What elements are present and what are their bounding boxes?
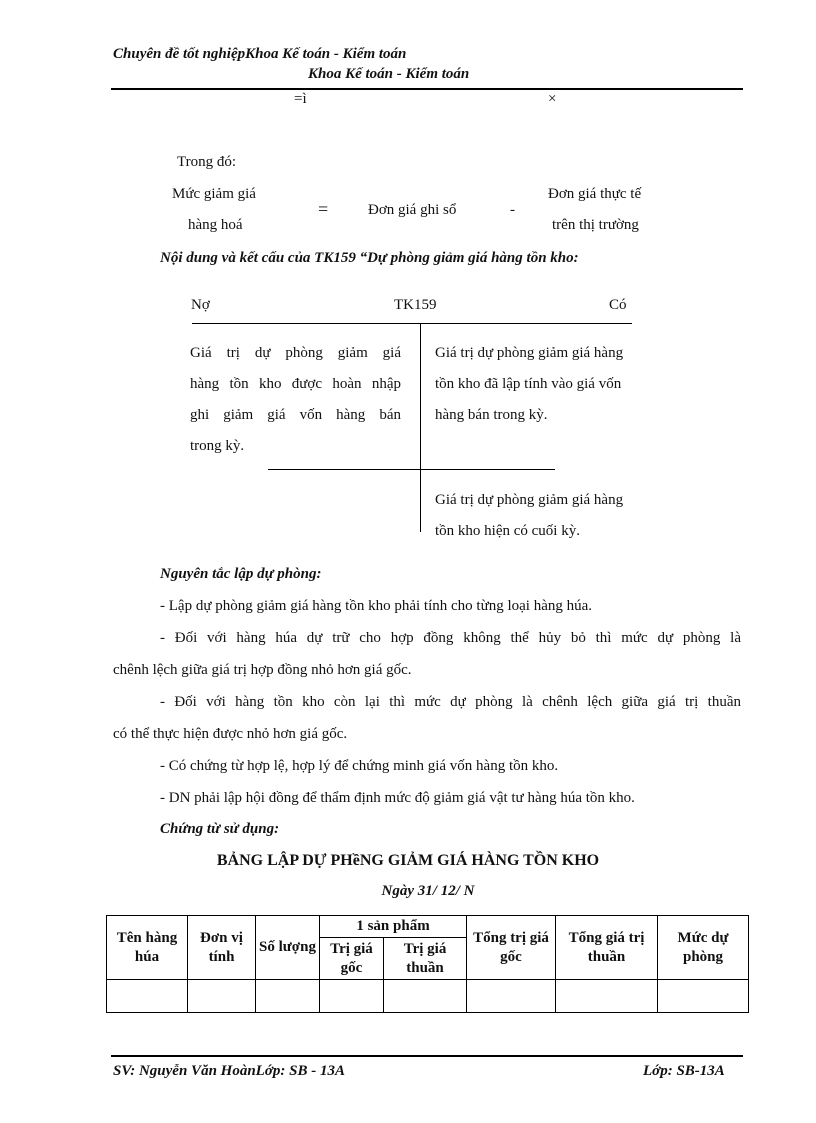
provision-table: [106, 915, 749, 1013]
debit-line: Giá trị dự phòng giảm giá: [190, 345, 401, 361]
balance-column: [435, 485, 623, 547]
principle-item-cont: có thể thực hiện được nhỏ hơn giá gốc.: [113, 726, 348, 742]
equation-fragment: =ì: [294, 91, 307, 107]
table-cell: [188, 980, 256, 1013]
col-net-price: Trị giá thuần: [384, 938, 467, 980]
table-cell: [107, 980, 188, 1013]
credit-line: Giá trị dự phòng giảm giá hàng: [435, 345, 624, 361]
footer-left: SV: Nguyễn Văn HoànLớp: SB - 13A: [113, 1063, 345, 1079]
table-cell: [256, 980, 320, 1013]
debit-line: ghi giảm giá vốn hàng bán: [190, 407, 401, 423]
table-cell: [320, 980, 384, 1013]
debit-line: hàng tồn kho được hoàn nhập: [190, 376, 401, 392]
principle-item-cont: chênh lệch giữa giá trị hợp đồng nhỏ hơn giá gốc.: [113, 662, 412, 678]
t-account-debit-label: Nợ: [191, 297, 210, 313]
t-account-balance-rule: [268, 469, 555, 470]
balance-line: tồn kho hiện có cuối kỳ.: [435, 523, 580, 539]
principles-heading: Nguyên tắc lập dự phòng:: [160, 566, 322, 582]
multiply-fragment: ×: [548, 91, 557, 107]
table-date: Ngày 31/ 12/ N: [381, 883, 475, 899]
t-account-credit-label: Có: [609, 297, 627, 313]
formula-equals: =: [318, 199, 329, 219]
formula-middle: Đơn giá ghi sổ: [368, 202, 457, 218]
header-rule: [111, 88, 743, 90]
principle-item: - Có chứng từ hợp lệ, hợp lý để chứng minh giá vốn hàng tồn kho.: [160, 758, 559, 774]
t-account-name: TK159: [394, 297, 437, 313]
table-cell: [658, 980, 749, 1013]
footer-right: Lớp: SB-13A: [643, 1063, 725, 1079]
table-row: [107, 980, 749, 1013]
header-subtitle: Khoa Kế toán - Kiểm toán: [308, 66, 470, 82]
formula-right-line2: trên thị trường: [552, 217, 639, 233]
table-cell: [384, 980, 467, 1013]
credit-column: [435, 338, 623, 431]
tk159-heading: Nội dung và kết cấu của TK159 “Dự phòng giảm giá hàng tồn kho:: [160, 250, 579, 266]
debit-line: trong kỳ.: [190, 438, 245, 454]
col-provision: Mức dự phòng: [658, 916, 749, 980]
credit-line: hàng bán trong kỳ.: [435, 407, 548, 423]
header-title: Chuyên đề tốt nghiệpKhoa Kế toán - Kiểm toán: [113, 46, 407, 62]
credit-line: tồn kho đã lập tính vào giá vốn: [435, 376, 622, 392]
documents-heading: Chứng từ sử dụng:: [160, 821, 280, 837]
t-account-top-rule: [192, 323, 632, 324]
col-total-orig: Tổng trị giá gốc: [467, 916, 556, 980]
table-cell: [556, 980, 658, 1013]
table-cell: [467, 980, 556, 1013]
col-unit: Đơn vị tính: [188, 916, 256, 980]
formula-left-line1: Mức giảm giá: [172, 186, 256, 202]
formula-left-line2: hàng hoá: [188, 217, 243, 233]
principle-item: - Đối với hàng tồn kho còn lại thì mức dự phòng là chênh lệch giữa giá trị thuần: [160, 694, 741, 710]
formula-right-line1: Đơn giá thực tế: [548, 186, 642, 202]
debit-column: [190, 338, 401, 462]
formula-intro: Trong đó:: [177, 154, 237, 170]
t-account-vertical-rule: [420, 324, 421, 532]
balance-line: Giá trị dự phòng giảm giá hàng: [435, 492, 624, 508]
principle-item: - Đối với hàng húa dự trữ cho hợp đồng không thể hủy bỏ thì mức dự phòng là: [160, 630, 741, 646]
col-per-unit: 1 sản phẩm: [320, 916, 467, 938]
footer-rule: [111, 1055, 743, 1057]
table-title: BẢNG LẬP DỰ PHềNG GIẢM GIÁ HÀNG TỒN KHO: [216, 852, 600, 869]
principle-item: - Lập dự phòng giảm giá hàng tồn kho phải tính cho từng loại hàng húa.: [160, 598, 593, 614]
col-total-net: Tổng giá trị thuần: [556, 916, 658, 980]
col-orig-price: Trị giá gốc: [320, 938, 384, 980]
principle-item: - DN phải lập hội đồng để thẩm định mức độ giảm giá vật tư hàng húa tồn kho.: [160, 790, 635, 806]
col-name: Tên hàng húa: [107, 916, 188, 980]
formula-minus: -: [510, 202, 515, 218]
col-qty: Số lượng: [256, 916, 320, 980]
